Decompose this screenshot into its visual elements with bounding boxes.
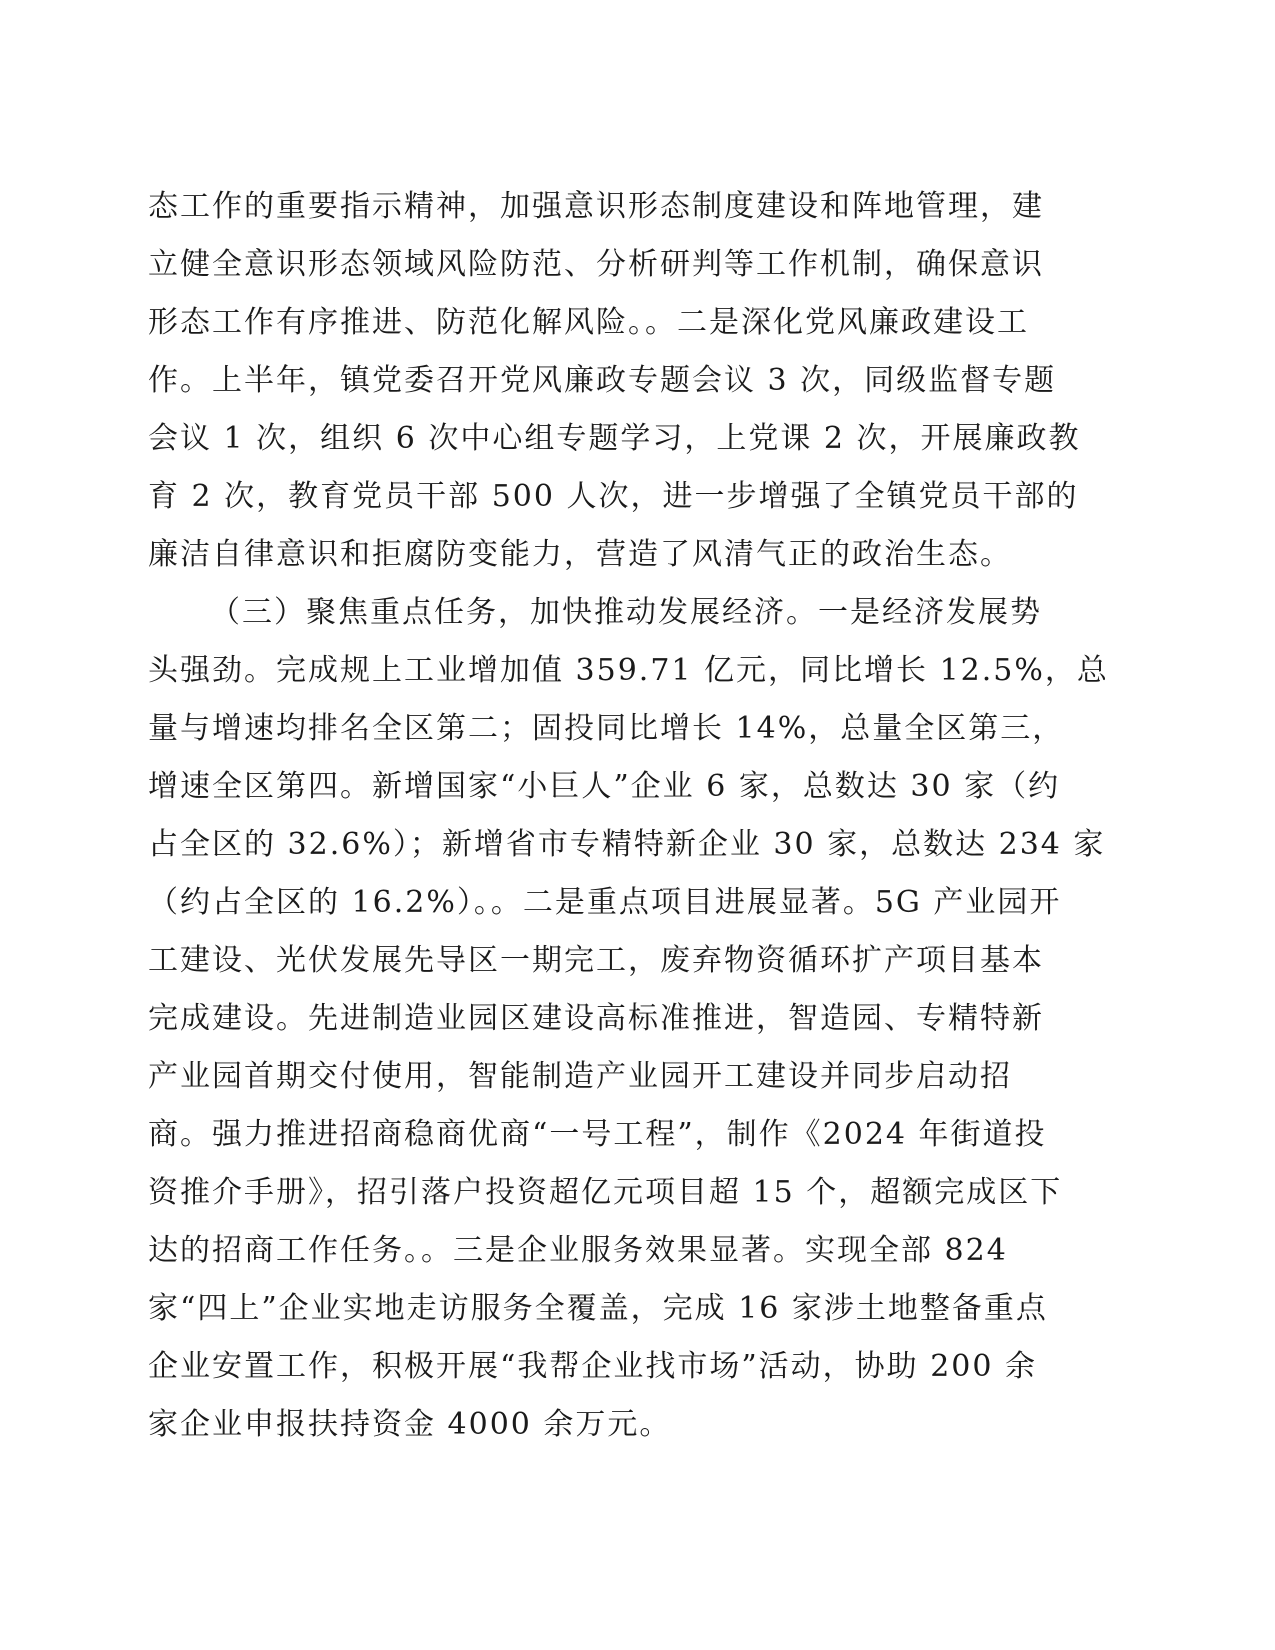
text-line: 量与增速均排名全区第二；固投同比增长 14%，总量全区第三，	[148, 711, 1065, 746]
section-heading-line: （三）聚焦重点任务，加快推动发展经济。一是经济发展势	[210, 595, 1042, 630]
text-line: 资推介手册》，招引落户投资超亿元项目超 15 个，超额完成区下	[148, 1175, 1063, 1210]
text-line: 头强劲。完成规上工业增加值 359.71 亿元，同比增长 12.5%，总	[148, 653, 1109, 688]
text-line: 产业园首期交付使用，智能制造产业园开工建设并同步启动招	[148, 1059, 1012, 1094]
text-line: （约占全区的 16.2%）。。二是重点项目进展显著。5G 产业园开	[148, 885, 1062, 920]
text-line: 商。强力推进招商稳商优商“一号工程”，制作《2024 年街道投	[148, 1117, 1047, 1152]
text-line: 达的招商工作任务。。三是企业服务效果显著。实现全部 824	[148, 1233, 1008, 1268]
text-line: 完成建设。先进制造业园区建设高标准推进，智造园、专精特新	[148, 1001, 1044, 1036]
text-line: 育 2 次，教育党员干部 500 人次，进一步增强了全镇党员干部的	[148, 479, 1079, 514]
text-line: 增速全区第四。新增国家“小巨人”企业 6 家，总数达 30 家（约	[148, 769, 1061, 804]
text-line: 立健全意识形态领域风险防范、分析研判等工作机制，确保意识	[148, 247, 1044, 282]
text-line: 家企业申报扶持资金 4000 余万元。	[148, 1407, 672, 1442]
text-line: 工建设、光伏发展先导区一期完工，废弃物资循环扩产项目基本	[148, 943, 1044, 978]
text-line: 形态工作有序推进、防范化解风险。。二是深化党风廉政建设工	[148, 305, 1029, 340]
text-line: 作。上半年，镇党委召开党风廉政专题会议 3 次，同级监督专题	[148, 363, 1057, 398]
body-text	[148, 178, 1109, 1454]
text-line: 会议 1 次，组织 6 次中心组专题学习，上党课 2 次，开展廉政教	[148, 421, 1081, 456]
text-line: 企业安置工作，积极开展“我帮企业找市场”活动，协助 200 余	[148, 1349, 1038, 1384]
text-line: 态工作的重要指示精神，加强意识形态制度建设和阵地管理，建	[148, 189, 1044, 224]
text-line: 占全区的 32.6%）；新增省市专精特新企业 30 家，总数达 234 家	[148, 827, 1106, 862]
text-line: 廉洁自律意识和拒腐防变能力，营造了风清气正的政治生态。	[148, 537, 1012, 572]
text-line: 家“四上”企业实地走访服务全覆盖，完成 16 家涉土地整备重点	[148, 1291, 1048, 1326]
